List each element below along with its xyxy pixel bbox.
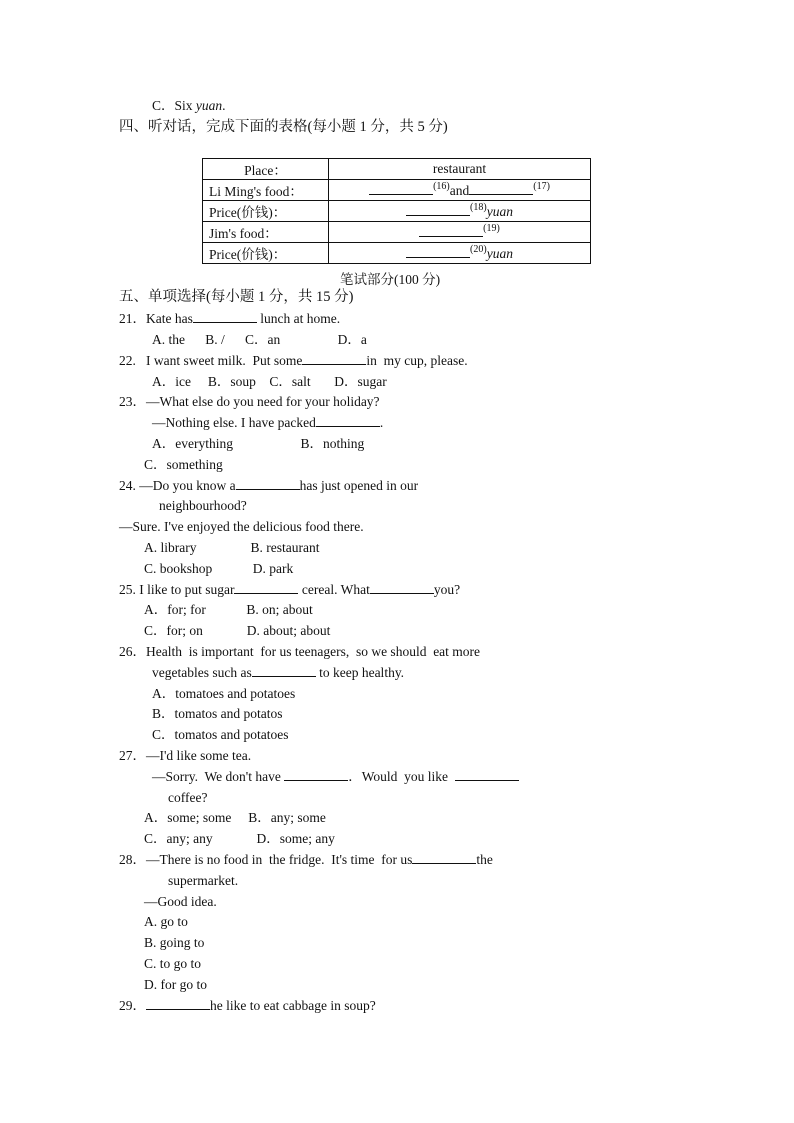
answer-blank[interactable] (316, 414, 380, 427)
place-label: Place： (203, 159, 329, 180)
and-word: and (449, 182, 470, 198)
answer-blank-17[interactable] (469, 182, 533, 195)
question-22: 22. I want sweet milk. Put some in my cup, please. (119, 353, 468, 368)
question-25-options-ab: A．for; for B. on; about (144, 602, 313, 617)
answer-blank-20[interactable] (406, 245, 470, 258)
answer-blank[interactable] (236, 477, 300, 490)
answer-blank[interactable] (234, 581, 298, 594)
question-22-options: A．ice B．soup C．salt D．sugar (152, 374, 387, 389)
price-label-1: Price(价钱)： (203, 201, 329, 222)
jim-food-answer (329, 222, 591, 243)
question-24: 24. —Do you know a has just opened in our (119, 478, 419, 493)
jim-food-label: Jim's food： (203, 222, 329, 243)
question-23-reply: —Nothing else. I have packed . (152, 415, 384, 430)
question-24-cont: neighbourhood? (159, 498, 247, 513)
blank-number-19: (19) (483, 222, 500, 234)
question-24-reply: —Sure. I've enjoyed the delicious food there. (119, 519, 364, 534)
question-26: 26．Health is important for us teenagers, so we should eat more (119, 644, 481, 659)
question-28-cont: supermarket. (168, 873, 239, 888)
price-label-2: Price(价钱)： (203, 243, 329, 264)
table-row (203, 159, 591, 180)
yuan-unit: yuan (486, 203, 513, 219)
answer-blank-18[interactable] (406, 203, 470, 216)
question-27-options-cd: C．any; any D．some; any (144, 831, 335, 846)
question-21: 21．Kate has lunch at home. (119, 311, 341, 326)
question-23: 23．—What else do you need for your holiday? (119, 394, 380, 409)
section-4-title: 四、听对话，完成下面的表格(每小题 1 分，共 5 分) (119, 119, 448, 135)
table-row (203, 180, 591, 201)
blank-number-18: (18) (470, 201, 487, 213)
answer-blank-19[interactable] (419, 224, 483, 237)
blank-number-16: (16) (433, 180, 450, 192)
question-28-option-b: B. going to (144, 935, 205, 950)
answer-blank[interactable] (302, 352, 366, 365)
answer-blank[interactable] (455, 768, 519, 781)
question-28-option-c: C. to go to (144, 956, 202, 971)
price-answer-1 (329, 201, 591, 222)
question-25-options-cd: C．for; on D. about; about (144, 623, 331, 638)
answer-blank[interactable] (252, 664, 316, 677)
question-24-options-cd: C. bookshop D. park (144, 561, 294, 576)
answer-blank-16[interactable] (369, 182, 433, 195)
question-26-option-b: B．tomatos and potatos (152, 706, 283, 721)
question-27-cont: coffee? (168, 790, 208, 805)
table-row (203, 243, 591, 264)
question-20-option-c: C．Six yuan. (152, 98, 226, 113)
answer-blank[interactable] (284, 768, 348, 781)
price-answer-2 (329, 243, 591, 264)
blank-number-20: (20) (470, 243, 487, 255)
li-ming-food-label: Li Ming's food： (203, 180, 329, 201)
question-23-options-ab: A．everything B．nothing (152, 436, 365, 451)
answer-blank[interactable] (193, 310, 257, 323)
question-28-option-a: A. go to (144, 914, 188, 929)
section-5-title: 五、单项选择(每小题 1 分，共 15 分) (119, 289, 354, 305)
question-24-options-ab: A. library B. restaurant (144, 540, 320, 555)
answer-blank[interactable] (412, 851, 476, 864)
question-23-option-c: C．something (144, 457, 223, 472)
li-ming-food-answer (329, 180, 591, 201)
question-25: 25. I like to put sugar cereal. What you? (119, 582, 461, 597)
table-row (203, 222, 591, 243)
answer-blank[interactable] (370, 581, 434, 594)
question-29: 29． he like to eat cabbage in soup? (119, 998, 376, 1013)
table-row (203, 201, 591, 222)
answer-blank[interactable] (146, 997, 210, 1010)
place-value: restaurant (329, 159, 591, 180)
question-26-option-a: A．tomatoes and potatoes (152, 686, 296, 701)
question-26-option-c: C．tomatos and potatoes (152, 727, 289, 742)
question-27-options-ab: A．some; some B．any; some (144, 810, 326, 825)
question-26-cont: vegetables such as to keep healthy. (152, 665, 405, 680)
question-27-reply: —Sorry. We don't have ．Would you like (152, 768, 519, 786)
question-28-reply: —Good idea. (144, 894, 217, 909)
listening-table (202, 158, 591, 264)
question-28: 28．—There is no food in the fridge. It's time for us the (119, 852, 493, 867)
blank-number-17: (17) (533, 180, 550, 192)
question-27: 27．—I'd like some tea. (119, 748, 252, 763)
question-28-option-d: D. for go to (144, 977, 207, 992)
written-part-heading: 笔试部分(100 分) (340, 272, 441, 287)
question-21-options: A. the B. / C．an D．a (152, 332, 367, 347)
yuan-unit: yuan (486, 245, 513, 261)
